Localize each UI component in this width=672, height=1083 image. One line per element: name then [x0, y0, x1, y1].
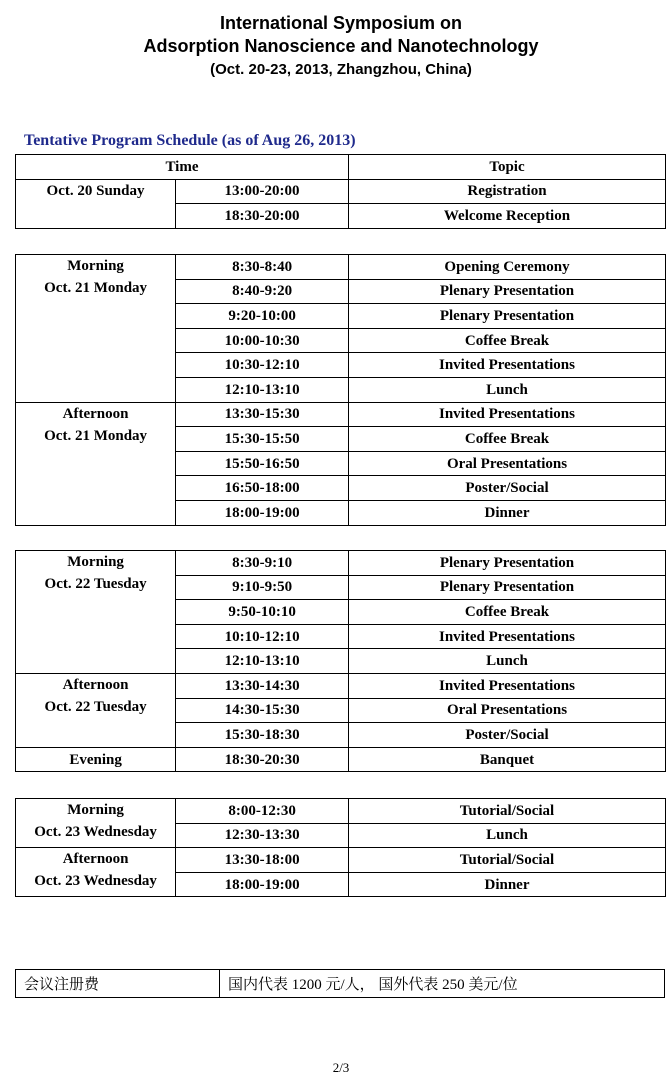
topic-cell: Tutorial/Social	[349, 848, 666, 873]
table-row	[16, 799, 666, 824]
topic-cell: Plenary Presentation	[349, 575, 666, 600]
session-date: Oct. 22 Tuesday	[44, 698, 147, 715]
topic-cell: Plenary Presentation	[349, 279, 666, 304]
topic-cell: Welcome Reception	[348, 204, 665, 229]
time-cell: 8:40-9:20	[176, 279, 349, 304]
time-cell: 9:50-10:10	[176, 600, 349, 625]
topic-cell: Banquet	[349, 747, 666, 772]
time-cell: 10:10-12:10	[176, 624, 349, 649]
topic-cell: Plenary Presentation	[349, 304, 666, 329]
topic-cell: Coffee Break	[349, 427, 666, 452]
time-cell: 12:30-13:30	[176, 823, 349, 848]
topic-cell: Coffee Break	[349, 600, 666, 625]
time-cell: 8:30-9:10	[176, 551, 349, 576]
session-label	[16, 402, 176, 525]
time-cell: 16:50-18:00	[176, 476, 349, 501]
session-date: Oct. 23 Wednesday	[34, 824, 157, 840]
day-label: Oct. 20 Sunday	[16, 179, 176, 228]
time-cell: 13:30-15:30	[176, 402, 349, 427]
registration-fee-table	[15, 969, 665, 998]
time-cell: 10:00-10:30	[176, 328, 349, 353]
session-period: Afternoon	[62, 405, 129, 422]
schedule-table-oct22	[15, 550, 666, 772]
time-cell: 13:30-14:30	[176, 673, 349, 698]
time-cell: 13:00-20:00	[176, 179, 349, 204]
topic-cell: Dinner	[349, 500, 666, 525]
fee-value: 国内代表 1200 元/人， 国外代表 250 美元/位	[220, 970, 665, 998]
time-cell: 14:30-15:30	[176, 698, 349, 723]
session-date: Oct. 21 Monday	[44, 427, 148, 444]
table-header-row	[16, 155, 666, 180]
time-cell: 15:30-15:50	[176, 427, 349, 452]
time-cell: 8:00-12:30	[176, 799, 349, 824]
topic-cell: Oral Presentations	[349, 451, 666, 476]
topic-cell: Lunch	[349, 823, 666, 848]
session-period: Afternoon	[62, 851, 129, 868]
fee-label: 会议注册费	[16, 970, 220, 998]
session-period: Evening	[16, 747, 176, 772]
table-row	[16, 747, 666, 772]
topic-cell: Invited Presentations	[349, 353, 666, 378]
topic-cell: Dinner	[349, 872, 666, 897]
page-number: 2/3	[332, 1060, 350, 1075]
table-row	[16, 551, 666, 576]
topic-cell: Plenary Presentation	[349, 551, 666, 576]
topic-cell: Lunch	[349, 377, 666, 402]
session-label	[16, 551, 176, 674]
schedule-title: Tentative Program Schedule (as of Aug 26, 2013)	[24, 132, 356, 149]
topic-cell: Invited Presentations	[349, 402, 666, 427]
topic-cell: Coffee Break	[349, 328, 666, 353]
topic-cell: Invited Presentations	[349, 624, 666, 649]
table-row	[16, 179, 666, 204]
topic-cell: Poster/Social	[349, 476, 666, 501]
time-cell: 18:00-19:00	[176, 500, 349, 525]
schedule-table-oct20	[15, 154, 666, 229]
topic-cell: Registration	[348, 179, 665, 204]
session-date: Oct. 21 Monday	[44, 280, 148, 296]
time-cell: 15:50-16:50	[176, 451, 349, 476]
time-cell: 18:00-19:00	[176, 872, 349, 897]
header-line-3: (Oct. 20-23, 2013, Zhangzhou, China)	[210, 61, 472, 78]
session-label	[16, 799, 176, 848]
session-period: Morning	[67, 258, 124, 274]
time-cell: 18:30-20:30	[176, 747, 349, 772]
schedule-table-oct23	[15, 798, 666, 897]
document-header	[0, 12, 672, 82]
header-line-1: International Symposium on	[219, 13, 463, 33]
time-cell: 12:10-13:10	[176, 377, 349, 402]
topic-cell: Oral Presentations	[349, 698, 666, 723]
table-row	[16, 673, 666, 698]
time-cell: 9:20-10:00	[176, 304, 349, 329]
time-cell: 18:30-20:00	[176, 204, 349, 229]
table-row	[16, 970, 665, 998]
time-cell: 9:10-9:50	[176, 575, 349, 600]
topic-cell: Invited Presentations	[349, 673, 666, 698]
table-row	[16, 848, 666, 873]
table-row	[16, 255, 666, 280]
time-cell: 13:30-18:00	[176, 848, 349, 873]
time-cell: 8:30-8:40	[176, 255, 349, 280]
time-column-header: Time	[16, 155, 349, 180]
time-cell: 10:30-12:10	[176, 353, 349, 378]
time-cell: 12:10-13:10	[176, 649, 349, 674]
schedule-table-oct21	[15, 254, 666, 526]
session-period: Afternoon	[62, 676, 129, 693]
time-cell: 15:30-18:30	[176, 723, 349, 748]
session-label	[16, 848, 176, 897]
topic-cell: Poster/Social	[349, 723, 666, 748]
session-date: Oct. 23 Wednesday	[34, 873, 157, 890]
topic-cell: Tutorial/Social	[349, 799, 666, 824]
session-period: Morning	[67, 802, 124, 818]
session-date: Oct. 22 Tuesday	[44, 576, 147, 592]
session-period: Morning	[67, 554, 124, 570]
session-label	[16, 673, 176, 747]
topic-column-header: Topic	[348, 155, 665, 180]
topic-cell: Opening Ceremony	[349, 255, 666, 280]
session-label	[16, 255, 176, 403]
header-line-2: Adsorption Nanoscience and Nanotechnology	[143, 36, 539, 56]
table-row	[16, 402, 666, 427]
topic-cell: Lunch	[349, 649, 666, 674]
